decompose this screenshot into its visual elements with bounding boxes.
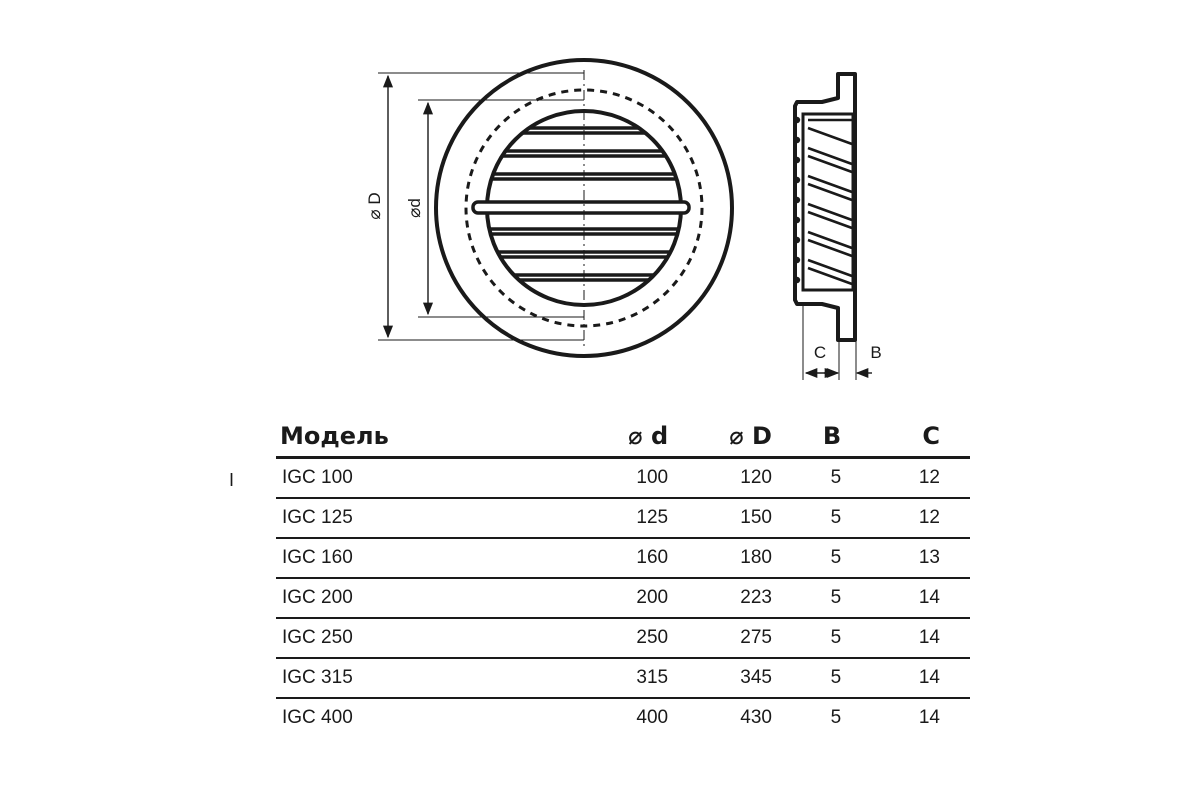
table-row	[276, 658, 970, 698]
front-bead-edge	[794, 117, 800, 283]
side-view	[794, 74, 882, 380]
cell-outer-diameter: 180	[668, 538, 772, 578]
stray-mark: I	[229, 470, 235, 490]
cell-inner-diameter: 200	[471, 578, 668, 618]
cell-inner-diameter: 400	[636, 707, 669, 728]
header-b: B	[772, 416, 841, 458]
cell-model: IGC 200	[276, 578, 471, 618]
cell-c: 14	[841, 658, 970, 698]
side-louvers	[808, 120, 852, 284]
front-view	[365, 60, 732, 356]
cell-model: IGC 315	[276, 658, 471, 698]
cell-b: 5	[772, 618, 841, 658]
cell-b: 5	[772, 658, 841, 698]
cell-outer-diameter: 223	[668, 578, 772, 618]
cell-model: IGC 250	[276, 618, 471, 658]
cell-c: 14	[841, 618, 970, 658]
table-header-row	[276, 416, 970, 458]
cell-inner-diameter: 100	[471, 458, 668, 499]
cell-c: 12	[841, 458, 970, 499]
cell-model: IGC 125	[276, 498, 471, 538]
cell-c: 12	[841, 498, 970, 538]
cell-inner-diameter: 315	[471, 658, 668, 698]
header-c: C	[841, 416, 970, 458]
table-row	[276, 578, 970, 618]
cell-c: 14	[918, 707, 940, 728]
dimension-label-c: C	[813, 343, 827, 362]
specification-table	[276, 416, 970, 737]
table-row	[276, 498, 970, 538]
cell-outer-diameter: 120	[668, 458, 772, 499]
cell-b: 5	[772, 458, 841, 499]
cell-outer-diameter: 430	[740, 707, 772, 728]
table-row	[276, 458, 970, 499]
cell-model: IGC 400	[282, 707, 353, 728]
table-row	[276, 698, 970, 737]
header-outer-diameter: ⌀ D	[668, 416, 772, 458]
central-bar	[473, 202, 689, 213]
cell-b: 5	[830, 707, 842, 728]
cell-c: 14	[841, 578, 970, 618]
cell-model: IGC 160	[276, 538, 471, 578]
dimension-label-b: B	[870, 343, 882, 362]
table-row	[276, 618, 970, 658]
cell-outer-diameter: 345	[668, 658, 772, 698]
cell-c: 13	[841, 538, 970, 578]
cell-inner-diameter: 125	[471, 498, 668, 538]
cell-b: 5	[772, 538, 841, 578]
header-model: Модель	[276, 416, 471, 458]
cell-outer-diameter: 150	[668, 498, 772, 538]
inner-diameter-label: ⌀d	[405, 198, 424, 218]
cell-inner-diameter: 250	[471, 618, 668, 658]
header-inner-diameter: ⌀ d	[471, 416, 668, 458]
table-row	[276, 538, 970, 578]
cell-inner-diameter: 160	[471, 538, 668, 578]
cell-b: 5	[772, 578, 841, 618]
cell-model: IGC 100	[276, 458, 471, 499]
cell-b: 5	[772, 498, 841, 538]
cell-outer-diameter: 275	[668, 618, 772, 658]
outer-diameter-label: ⌀ D	[365, 192, 384, 220]
